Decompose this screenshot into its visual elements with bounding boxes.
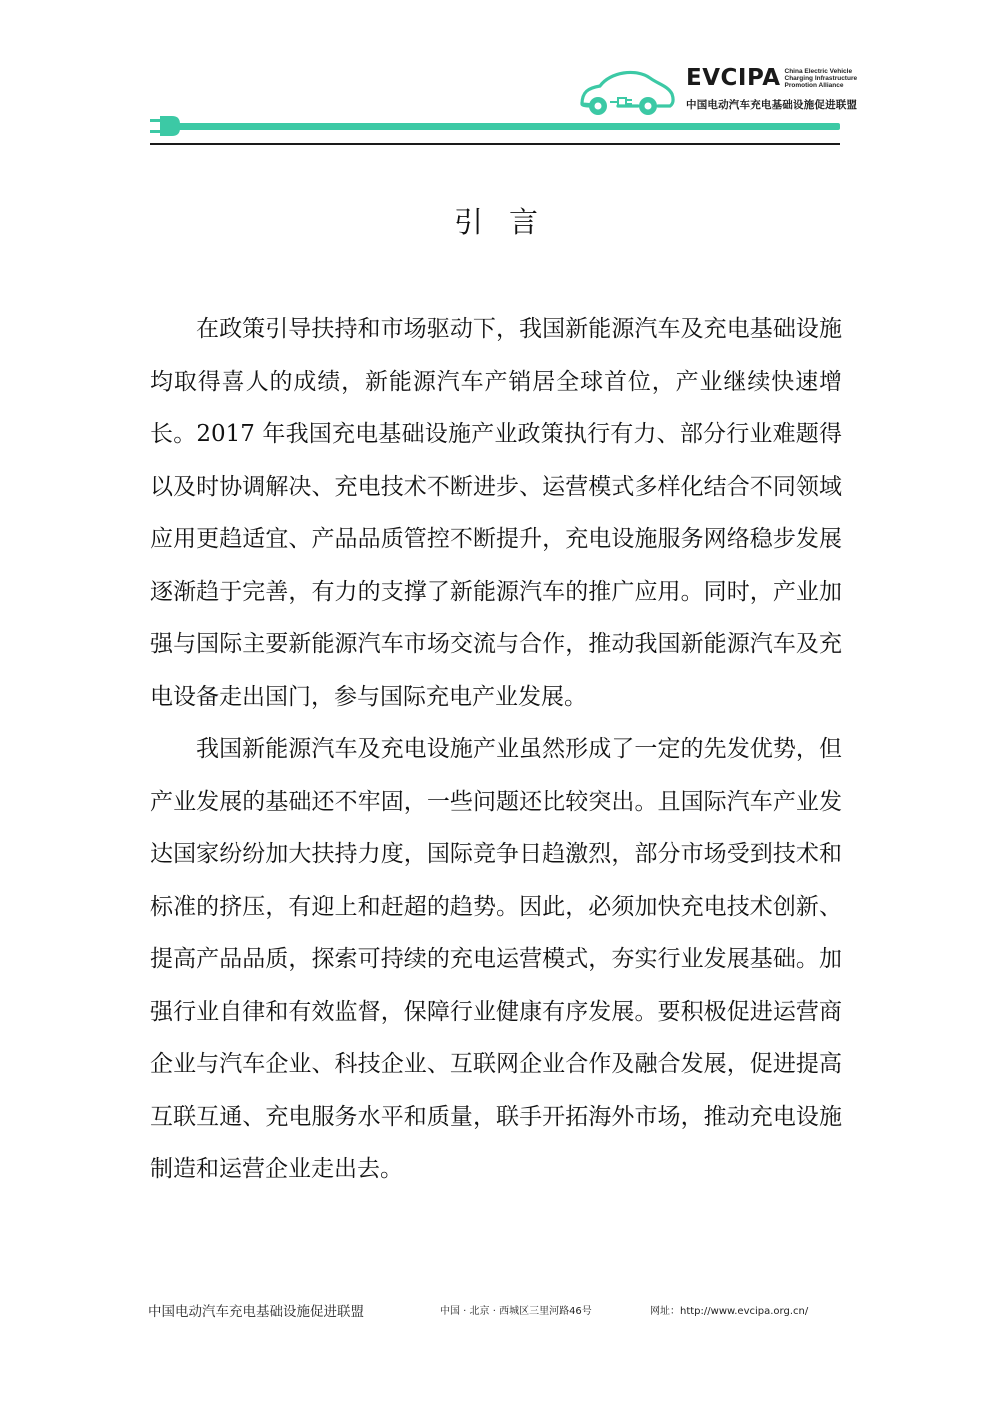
logo-english-name bbox=[784, 68, 858, 89]
paragraph-1: 在政策引导扶持和市场驱动下，我国新能源汽车及充电基础设施均取得喜人的成绩，新能源汽车产销居全球首位，产业继续快速增长。2017 年我国充电基础设施产业政策执行有力、部分行业难题得以及时协调解决、充电技术不断进步、运营模式多样化结合不同领域应用更趋适宜、产品品质管控不断提升，充电设施服务网络稳步发展逐渐趋于完善，有力的支撑了新能源汽车的推广应用。同时，产业加强与国际主要新能源汽车市场交流与合作，推动我国新能源汽车及充电设备走出国门，参与国际充电产业发展。 bbox=[150, 316, 842, 710]
paragraph-2: 我国新能源汽车及充电设施产业虽然形成了一定的先发优势，但产业发展的基础还不牢固，一些问题还比较突出。且国际汽车产业发达国家纷纷加大扶持力度，国际竞争日趋激烈，部分市场受到技术和标准的挤压，有迎上和赶超的趋势。因此，必须加快充电技术创新、提高产品品质，探索可持续的充电运营模式，夯实行业发展基础。加强行业自律和有效监督，保障行业健康有序发展。要积极促进运营商企业与汽车企业、科技企业、互联网企业合作及融合发展，促进提高互联互通、充电服务水平和质量，联手开拓海外市场，推动充电设施制造和运营企业走出去。 bbox=[150, 736, 842, 1182]
logo-english-line-2: Charging Infrastructure bbox=[784, 75, 858, 82]
charging-plug-icon bbox=[150, 115, 184, 137]
footer-website-link[interactable]: 网址：http://www.evcipa.org.cn/ bbox=[650, 1306, 809, 1317]
header-green-cable-bar bbox=[180, 123, 840, 130]
logo-english-line-3: Promotion Alliance bbox=[784, 82, 844, 89]
logo-chinese-name: 中国电动汽车充电基础设施促进联盟 bbox=[686, 99, 858, 111]
header-divider bbox=[150, 143, 840, 145]
logo-wordmark bbox=[686, 65, 858, 91]
footer-organization: 中国电动汽车充电基础设施促进联盟 bbox=[148, 1304, 364, 1320]
page-footer bbox=[148, 1300, 848, 1320]
footer-address: 中国 · 北京 · 西城区三里河路46号 bbox=[440, 1306, 592, 1317]
document-body bbox=[150, 303, 842, 1196]
page-title: 引言 bbox=[453, 205, 564, 239]
logo-english-line-1: China Electric Vehicle bbox=[784, 68, 853, 75]
evcipa-car-logo-icon bbox=[578, 64, 678, 118]
logo-acronym: EVCIPA bbox=[686, 65, 781, 91]
